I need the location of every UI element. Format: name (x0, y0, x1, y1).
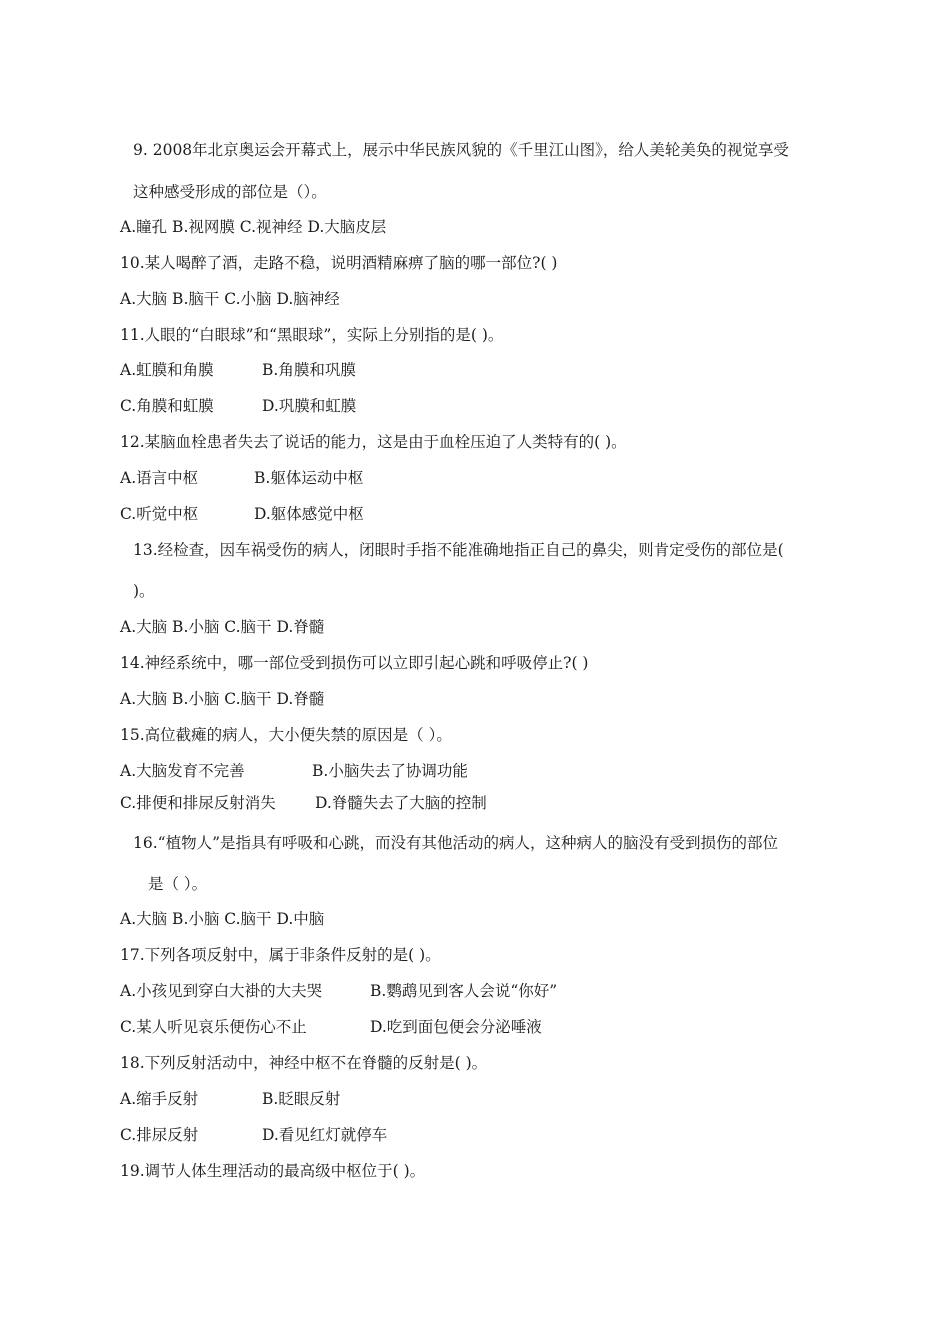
question-12-option-c: C.听觉中枢 (120, 505, 199, 523)
question-13-line-2: )。 (133, 582, 155, 600)
question-17-option-d: D.吃到面包便会分泌唾液 (370, 1018, 542, 1036)
question-16-line-1: 16.“植物人”是指具有呼吸和心跳，而没有其他活动的病人，这种病人的脑没有受到损伤的部位 (133, 834, 779, 852)
question-17-option-c: C.某人听见哀乐便伤心不止 (120, 1018, 307, 1036)
question-11-option-a: A.虹膜和角膜 (120, 361, 214, 379)
question-10-stem: 10.某人喝醉了酒，走路不稳，说明酒精麻痹了脑的哪一部位?( ) (120, 254, 558, 272)
question-11-option-c: C.角膜和虹膜 (120, 397, 214, 415)
question-9-line-1: 9. 2008年北京奥运会开幕式上，展示中华民族风貌的《千里江山图》，给人美轮美奂的视觉享受 (133, 141, 789, 159)
question-12-option-d: D.躯体感觉中枢 (254, 505, 364, 523)
question-12-option-a: A.语言中枢 (120, 469, 199, 487)
question-13-line-1: 13.经检查，因车祸受伤的病人，闭眼时手指不能准确地指正自己的鼻尖，则肯定受伤的部位是( (133, 541, 784, 559)
question-11-option-d: D.巩膜和虹膜 (262, 397, 357, 415)
question-16-line-2: 是（ ）。 (148, 875, 208, 893)
question-12-stem: 12.某脑血栓患者失去了说话的能力，这是由于血栓压迫了人类特有的( )。 (120, 433, 627, 451)
question-15-stem: 15.高位截瘫的病人，大小便失禁的原因是（ ）。 (120, 726, 452, 744)
question-15-option-c: C.排便和排尿反射消失 (120, 794, 276, 812)
question-16-options: A.大脑 B.小脑 C.脑干 D.中脑 (120, 910, 325, 928)
question-18-option-b: B.眨眼反射 (262, 1090, 341, 1108)
question-15-option-b: B.小脑失去了协调功能 (312, 762, 468, 780)
question-9-line-2: 这种感受形成的部位是（）。 (133, 183, 327, 201)
question-15-option-d: D.脊髓失去了大脑的控制 (315, 794, 487, 812)
question-18-option-d: D.看见红灯就停车 (262, 1126, 388, 1144)
question-12-option-b: B.躯体运动中枢 (254, 469, 364, 487)
question-18-stem: 18.下列反射活动中，神经中枢不在脊髓的反射是( )。 (120, 1054, 488, 1072)
question-17-option-a: A.小孩见到穿白大褂的大夫哭 (120, 982, 323, 1000)
question-18-option-c: C.排尿反射 (120, 1126, 199, 1144)
question-15-option-a: A.大脑发育不完善 (120, 762, 245, 780)
question-17-stem: 17.下列各项反射中，属于非条件反射的是( )。 (120, 946, 441, 964)
question-14-options: A.大脑 B.小脑 C.脑干 D.脊髓 (120, 690, 325, 708)
question-10-options: A.大脑 B.脑干 C.小脑 D.脑神经 (120, 290, 340, 308)
question-13-options: A.大脑 B.小脑 C.脑干 D.脊髓 (120, 618, 325, 636)
question-18-option-a: A.缩手反射 (120, 1090, 199, 1108)
question-14-stem: 14.神经系统中，哪一部位受到损伤可以立即引起心跳和呼吸停止?( ) (120, 654, 589, 672)
question-9-options: A.瞳孔 B.视网膜 C.视神经 D.大脑皮层 (120, 218, 387, 236)
question-19-stem: 19.调节人体生理活动的最高级中枢位于( )。 (120, 1162, 426, 1180)
question-17-option-b: B.鹦鹉见到客人会说“你好” (370, 982, 558, 1000)
question-11-stem: 11.人眼的“白眼球”和“黑眼球”，实际上分别指的是( )。 (120, 326, 504, 344)
question-11-option-b: B.角膜和巩膜 (262, 361, 356, 379)
